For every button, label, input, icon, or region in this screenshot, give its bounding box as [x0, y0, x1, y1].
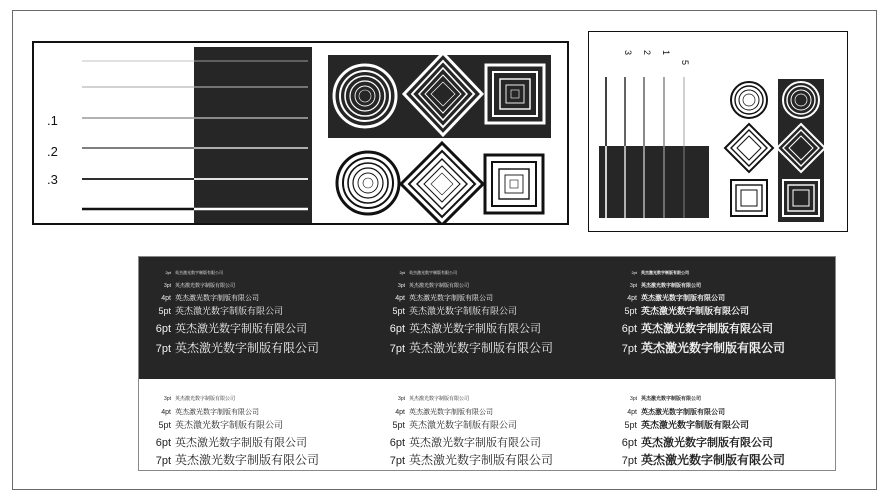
text-sample-row — [619, 339, 785, 355]
sample-text: 英杰激光数字制版有限公司 — [409, 436, 541, 449]
sample-size-label: 5pt — [158, 420, 171, 430]
column-label-2: 2 — [642, 50, 652, 56]
sample-text: 英杰激光数字制版有限公司 — [641, 322, 773, 335]
sample-size-label: 4pt — [161, 295, 171, 302]
sample-size-label: 3pt — [164, 396, 171, 402]
text-sample-row — [387, 301, 517, 317]
sample-text: 英杰激光数字制版有限公司 — [641, 283, 702, 289]
sample-size-label: 3pt — [630, 283, 637, 289]
sample-text: 英杰激光数字制版有限公司 — [175, 283, 236, 289]
sample-size-label: 5pt — [624, 420, 637, 430]
sample-text: 英杰激光数字制版有限公司 — [409, 322, 541, 335]
column-label-1: 1 — [661, 50, 671, 56]
black-block — [194, 47, 312, 223]
sample-size-label: 4pt — [395, 409, 405, 416]
sample-text: 英杰激光数字制版有限公司 — [409, 294, 493, 302]
sample-text: 英杰激光数字制版有限公司 — [175, 396, 236, 402]
text-sample-row — [387, 319, 541, 335]
diamond-target-black — [401, 143, 483, 223]
text-sample-row — [153, 451, 319, 467]
sample-size-label: 6pt — [621, 323, 637, 335]
text-sample-row — [153, 319, 307, 335]
sample-size-label: 6pt — [389, 323, 405, 335]
sample-size-label: 2pt — [165, 270, 171, 275]
sample-text: 英杰激光数字制版有限公司 — [641, 341, 786, 355]
small-circle-black — [731, 82, 767, 118]
line-label-1: .1 — [47, 113, 58, 128]
sample-size-label: 7pt — [155, 455, 171, 467]
sample-size-label: 3pt — [398, 396, 405, 402]
sample-size-label: 7pt — [621, 343, 637, 355]
sample-size-label: 6pt — [155, 437, 171, 449]
sample-text: 英杰激光数字制版有限公司 — [641, 436, 773, 449]
sample-size-label: 2pt — [399, 270, 405, 275]
sample-size-label: 3pt — [398, 283, 405, 289]
black-block-b — [599, 146, 709, 218]
text-sample-row — [153, 301, 283, 317]
sample-size-label: 7pt — [155, 343, 171, 355]
text-sample-row — [619, 415, 749, 431]
text-size-test-panel — [138, 256, 836, 471]
sample-text: 英杰激光数字制版有限公司 — [175, 322, 307, 335]
sample-size-label: 5pt — [392, 306, 405, 316]
vertical-line-test-panel — [588, 31, 848, 232]
dark-text-band — [139, 257, 835, 379]
square-target-black — [485, 155, 543, 213]
text-sample-row — [387, 433, 541, 449]
sample-text: 英杰激光数字制版有限公司 — [641, 294, 725, 302]
text-sample-row — [153, 339, 319, 355]
sample-size-label: 4pt — [161, 409, 171, 416]
line-label-2: .2 — [47, 144, 58, 159]
sample-text: 英杰激光数字制版有限公司 — [641, 307, 750, 317]
sample-text: 英杰激光数字制版有限公司 — [175, 408, 259, 416]
sample-text: 英杰激光数字制版有限公司 — [409, 396, 470, 402]
sample-text: 英杰激光数字制版有限公司 — [175, 453, 320, 467]
small-square-black — [731, 180, 767, 216]
sample-text: 英杰激光数字制版有限公司 — [409, 283, 470, 289]
sample-text: 英杰激光数字制版有限公司 — [175, 307, 284, 317]
text-sample-row — [619, 451, 785, 467]
sample-text: 英杰激光数字制版有限公司 — [175, 270, 223, 275]
circle-target-black — [337, 152, 399, 214]
panel-b-graphics — [589, 32, 846, 230]
column-label-5: 5 — [680, 60, 690, 66]
sample-text: 英杰激光数字制版有限公司 — [175, 421, 284, 431]
sample-size-label: 4pt — [395, 295, 405, 302]
sample-size-label: 6pt — [621, 437, 637, 449]
sample-size-label: 3pt — [164, 283, 171, 289]
sample-text: 英杰激光数字制版有限公司 — [641, 396, 702, 402]
sample-size-label: 4pt — [627, 409, 637, 416]
sample-size-label: 2pt — [631, 270, 637, 275]
line-label-3: .3 — [47, 172, 58, 187]
text-sample-row — [153, 415, 283, 431]
sample-text: 英杰激光数字制版有限公司 — [641, 408, 725, 416]
text-sample-row — [387, 415, 517, 431]
text-sample-row — [619, 319, 773, 335]
sample-text: 英杰激光数字制版有限公司 — [175, 294, 259, 302]
sample-size-label: 7pt — [621, 455, 637, 467]
sample-text: 英杰激光数字制版有限公司 — [409, 341, 554, 355]
sample-size-label: 3pt — [630, 396, 637, 402]
sample-size-label: 5pt — [624, 306, 637, 316]
sample-size-label: 7pt — [389, 343, 405, 355]
sample-text: 英杰激光数字制版有限公司 — [641, 421, 750, 431]
sample-size-label: 5pt — [392, 420, 405, 430]
line-weight-test-panel — [32, 41, 569, 225]
sample-text: 英杰激光数字制版有限公司 — [175, 341, 320, 355]
sample-size-label: 6pt — [389, 437, 405, 449]
sample-text: 英杰激光数字制版有限公司 — [641, 453, 786, 467]
text-sample-row — [619, 301, 749, 317]
text-sample-row — [619, 433, 773, 449]
panel-a-graphics — [34, 43, 567, 223]
sample-text: 英杰激光数字制版有限公司 — [409, 408, 493, 416]
sample-size-label: 5pt — [158, 306, 171, 316]
sample-text: 英杰激光数字制版有限公司 — [641, 270, 689, 275]
sample-size-label: 4pt — [627, 295, 637, 302]
sample-size-label: 6pt — [155, 323, 171, 335]
text-sample-row — [387, 451, 553, 467]
sample-text: 英杰激光数字制版有限公司 — [409, 307, 518, 317]
text-sample-row — [153, 433, 307, 449]
sample-text: 英杰激光数字制版有限公司 — [409, 453, 554, 467]
sample-size-label: 7pt — [389, 455, 405, 467]
small-diamond-black — [725, 124, 773, 172]
sample-text: 英杰激光数字制版有限公司 — [409, 270, 457, 275]
text-sample-row — [387, 339, 553, 355]
sample-text: 英杰激光数字制版有限公司 — [409, 421, 518, 431]
column-label-3: 3 — [623, 50, 633, 56]
sample-text: 英杰激光数字制版有限公司 — [175, 436, 307, 449]
